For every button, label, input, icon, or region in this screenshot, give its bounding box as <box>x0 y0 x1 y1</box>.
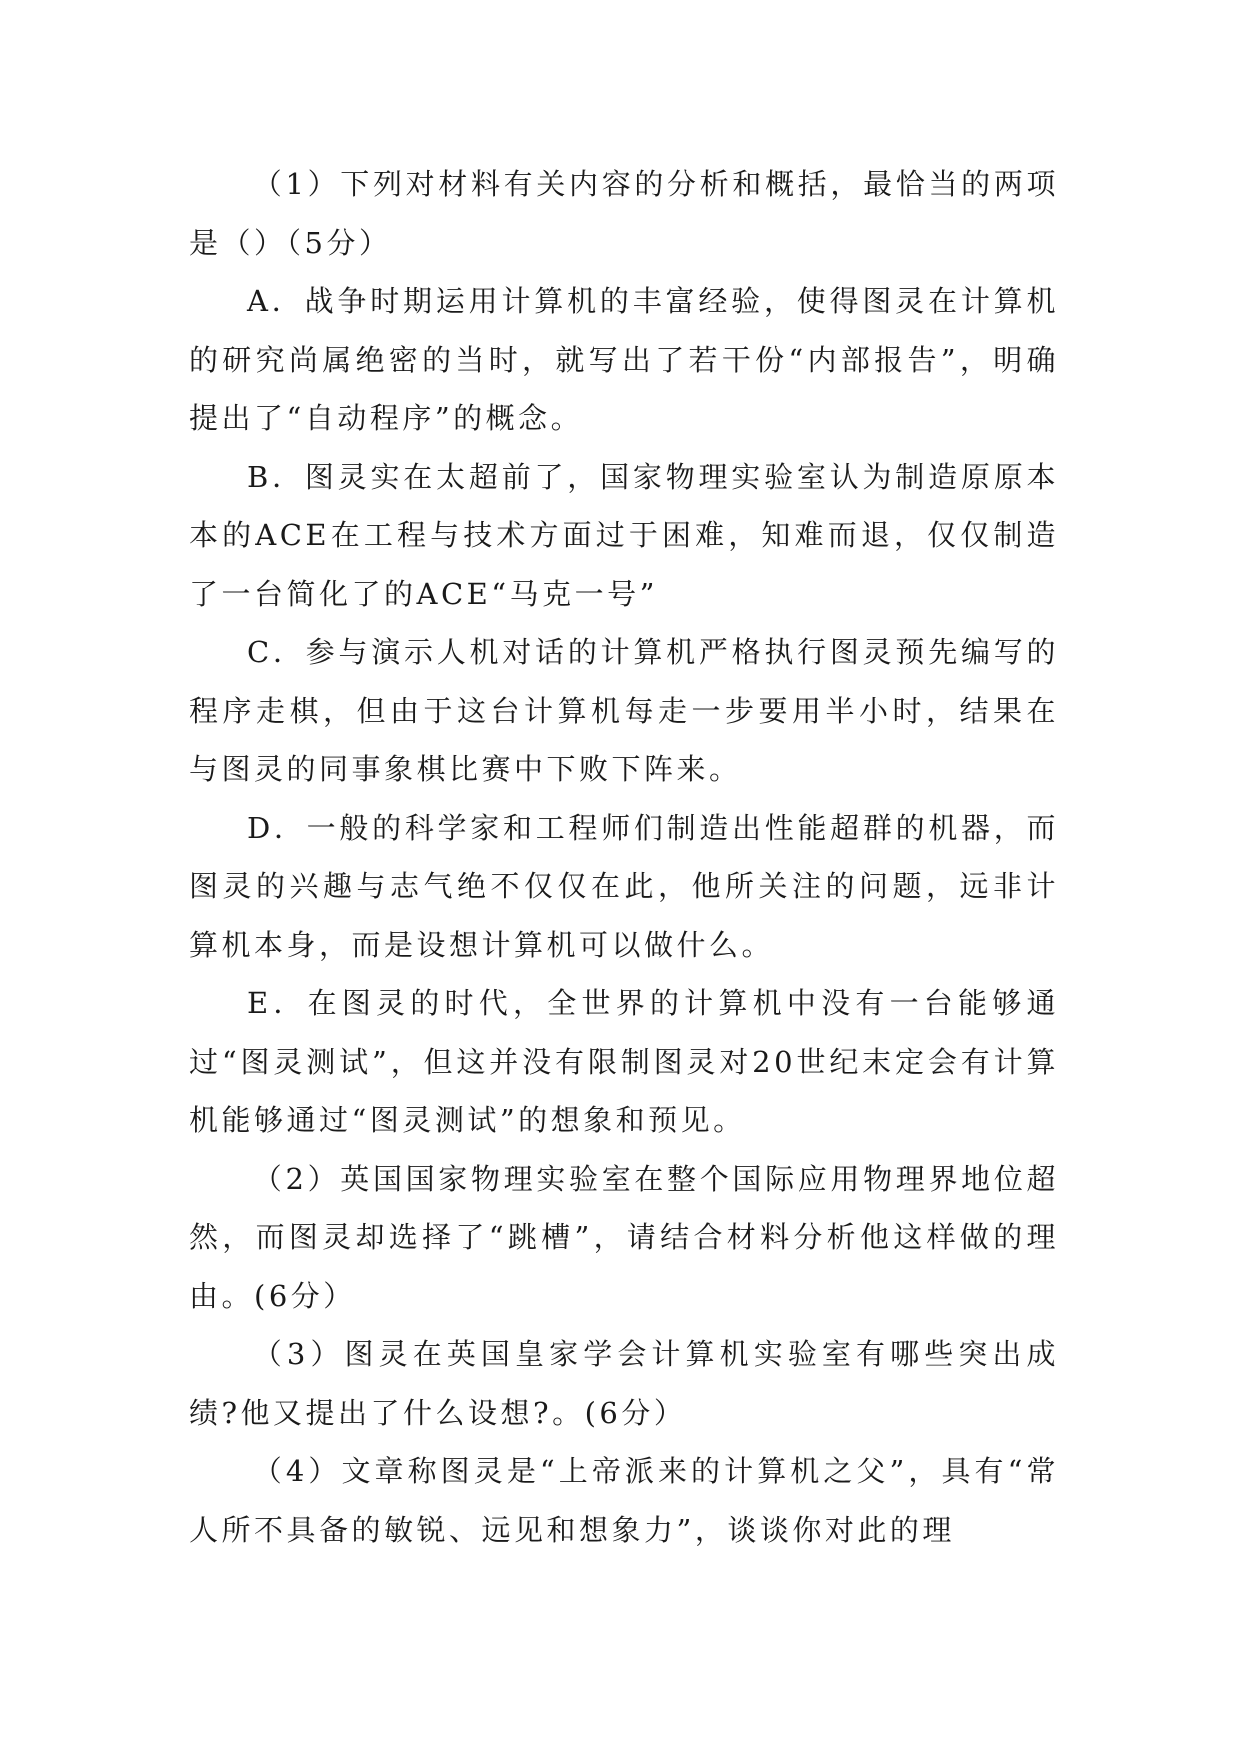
option-d: D．一般的科学家和工程师们制造出性能超群的机器，而图灵的兴趣与志气绝不仅仅在此，他所关注的问题，远非计算机本身，而是设想计算机可以做什么。 <box>189 810 1059 962</box>
question-3: （3）图灵在英国皇家学会计算机实验室有哪些突出成绩?他又提出了什么设想?。(6分） <box>189 1337 1059 1430</box>
question-4: （4）文章称图灵是“上帝派来的计算机之父”，具有“常人所不具备的敏锐、远见和想象力”，谈谈你对此的理 <box>189 1454 1059 1547</box>
question-1-stem: （1）下列对材料有关内容的分析和概括，最恰当的两项是（）（5分） <box>189 167 1059 260</box>
option-c: C．参与演示人机对话的计算机严格执行图灵预先编写的程序走棋，但由于这台计算机每走一步要用半小时，结果在与图灵的同事象棋比赛中下败下阵来。 <box>189 635 1059 786</box>
option-a: A．战争时期运用计算机的丰富经验，使得图灵在计算机的研究尚属绝密的当时，就写出了若干份“内部报告”，明确提出了“自动程序”的概念。 <box>189 284 1059 435</box>
option-e: E．在图灵的时代，全世界的计算机中没有一台能够通过“图灵测试”，但这并没有限制图灵对20世纪末定会有计算机能够通过“图灵测试”的想象和预见。 <box>189 986 1059 1137</box>
question-2: （2）英国国家物理实验室在整个国际应用物理界地位超然，而图灵却选择了“跳槽”，请结合材料分析他这样做的理由。(6分） <box>189 1161 1059 1313</box>
document-body <box>189 155 1059 1559</box>
option-b: B．图灵实在太超前了，国家物理实验室认为制造原原本本的ACE在工程与技术方面过于困难，知难而退，仅仅制造了一台简化了的ACE“马克一号” <box>189 459 1059 611</box>
